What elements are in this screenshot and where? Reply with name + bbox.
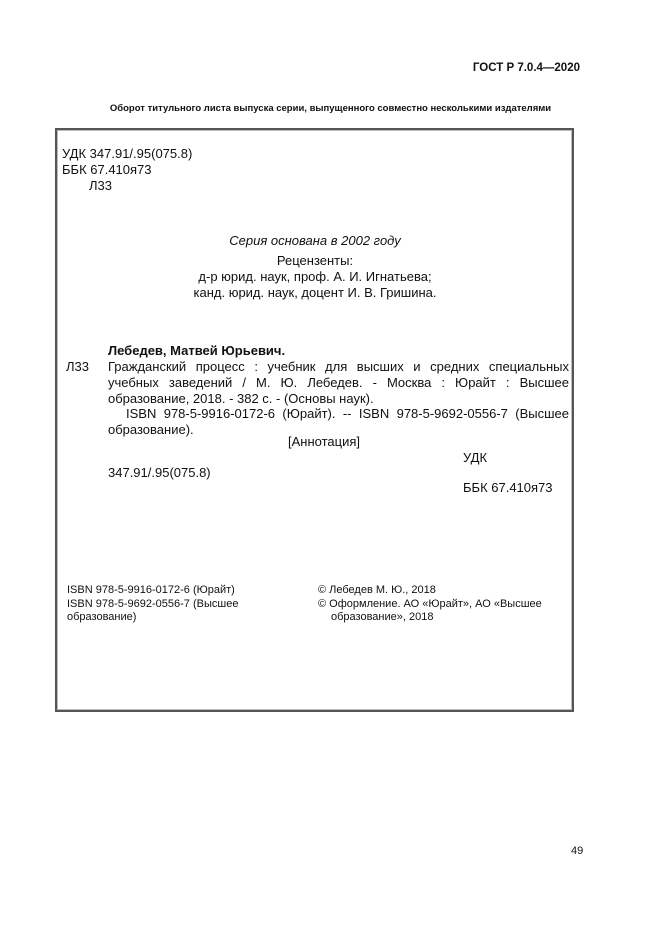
series-note: Серия основана в 2002 году bbox=[229, 233, 401, 248]
standard-designation: ГОСТ Р 7.0.4—2020 bbox=[472, 62, 580, 74]
isbn-block-line-3: образование) bbox=[67, 611, 137, 623]
copyright-line-1: © Лебедев М. Ю., 2018 bbox=[318, 584, 436, 596]
description-line-2: учебных заведений / М. Ю. Лебедев. - Москва : Юрайт : Высшее bbox=[108, 375, 569, 390]
reviewer-1: д-р юрид. наук, проф. А. И. Игнатьева; bbox=[198, 269, 432, 284]
reviewer-2: канд. юрид. наук, доцент И. В. Гришина. bbox=[193, 285, 437, 300]
example-caption: Оборот титульного листа выпуска серии, выпущенного совместно несколькими издателями bbox=[109, 103, 552, 114]
author-heading: Лебедев, Матвей Юрьевич. bbox=[108, 343, 286, 358]
isbn-line-1: ISBN 978-5-9916-0172-6 (Юрайт). -- ISBN 978-5-9692-0556-7 (Высшее bbox=[126, 406, 569, 421]
udk-index: УДК 347.91/.95(075.8) bbox=[62, 146, 193, 161]
isbn-block-line-2: ISBN 978-5-9692-0556-7 (Высшее bbox=[67, 598, 239, 610]
reviewers-title: Рецензенты: bbox=[276, 253, 354, 268]
author-mark: Л33 bbox=[89, 178, 112, 193]
udk-value: 347.91/.95(075.8) bbox=[108, 465, 211, 480]
card-author-mark: Л33 bbox=[66, 359, 89, 374]
description-line-1: Гражданский процесс : учебник для высших и средних специальных bbox=[108, 359, 569, 374]
bbk-index: ББК 67.410я73 bbox=[62, 162, 152, 177]
copyright-line-2: © Оформление. АО «Юрайт», АО «Высшее bbox=[318, 598, 542, 610]
copyright-line-3: образование», 2018 bbox=[331, 611, 434, 623]
udk-label: УДК bbox=[463, 450, 488, 465]
bbk-value: ББК 67.410я73 bbox=[463, 480, 553, 495]
annotation: [Аннотация] bbox=[288, 434, 360, 449]
isbn-block-line-1: ISBN 978-5-9916-0172-6 (Юрайт) bbox=[67, 584, 235, 596]
page-number: 49 bbox=[571, 845, 584, 857]
isbn-line-2: образование). bbox=[108, 422, 194, 437]
description-line-3: образование, 2018. - 382 с. - (Основы наук). bbox=[108, 391, 374, 406]
